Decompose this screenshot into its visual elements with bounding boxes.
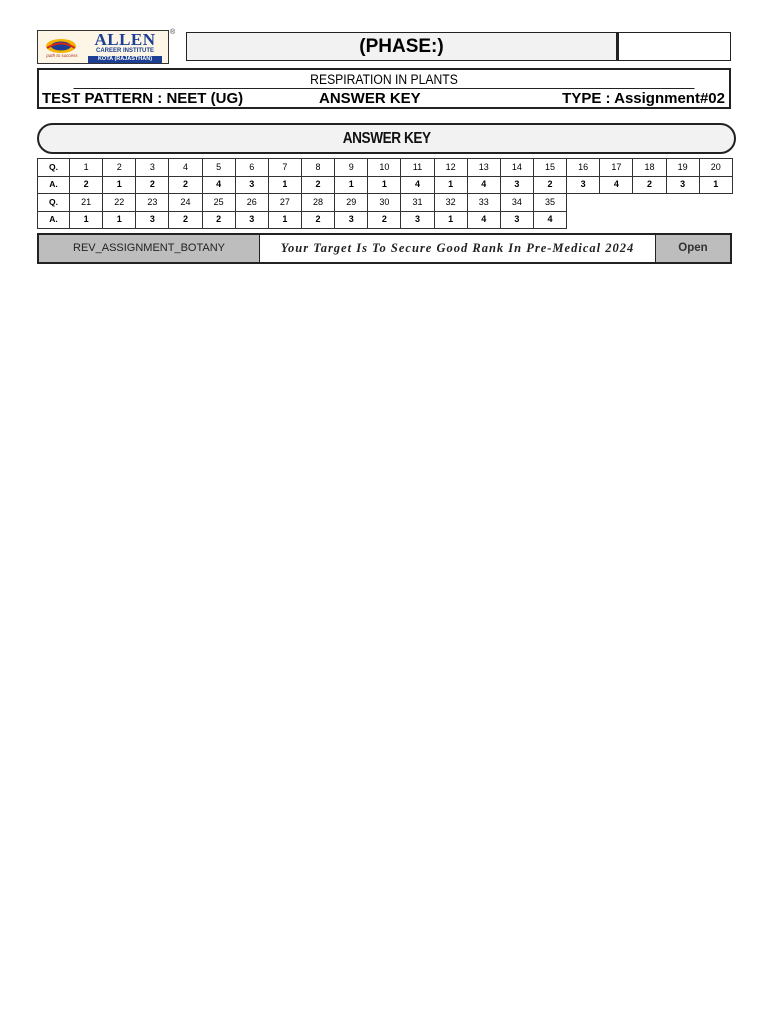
- question-number-cell: 29: [335, 194, 368, 212]
- question-number-cell: 8: [301, 159, 334, 177]
- question-number-cell: 4: [169, 159, 202, 177]
- answer-option-cell: 4: [401, 176, 434, 194]
- answer-option-cell: 1: [103, 176, 136, 194]
- logo-tagline: path to success: [46, 53, 78, 58]
- answer-option-cell: 1: [368, 176, 401, 194]
- answer-key-table: [37, 158, 733, 229]
- answer-option-cell: 3: [666, 176, 699, 194]
- question-number-cell: 32: [434, 194, 467, 212]
- question-number-cell: 5: [202, 159, 235, 177]
- answer-option-cell: 3: [335, 211, 368, 229]
- question-row-label: Q.: [38, 159, 70, 177]
- answer-option-cell: 4: [467, 176, 500, 194]
- question-number-cell: 11: [401, 159, 434, 177]
- motto-text: Your Target Is To Secure Good Rank In Pre-Medical 2024: [280, 241, 635, 255]
- answer-option-cell: 1: [434, 176, 467, 194]
- answer-option-cell: 4: [533, 211, 566, 229]
- answer-option-cell: 2: [202, 211, 235, 229]
- logo-brand: ALLEN: [94, 30, 156, 49]
- answer-row-label: A.: [38, 211, 70, 229]
- question-row: [38, 159, 733, 177]
- answer-option-cell: 3: [500, 176, 533, 194]
- question-number-cell: 34: [500, 194, 533, 212]
- footer-bar: [37, 233, 732, 264]
- answer-option-cell: 1: [268, 176, 301, 194]
- question-number-cell: 19: [666, 159, 699, 177]
- question-number-cell: 26: [235, 194, 268, 212]
- question-number-cell: 16: [567, 159, 600, 177]
- empty-cell: [600, 211, 633, 229]
- answer-option-cell: 2: [533, 176, 566, 194]
- logo-institute: CAREER INSTITUTE: [95, 48, 154, 54]
- empty-cell: [633, 211, 666, 229]
- question-number-cell: 14: [500, 159, 533, 177]
- allen-logo: [37, 30, 169, 64]
- question-number-cell: 24: [169, 194, 202, 212]
- question-number-cell: 25: [202, 194, 235, 212]
- answer-key-label: ANSWER KEY: [319, 90, 421, 107]
- question-number-cell: 35: [533, 194, 566, 212]
- assignment-type: TYPE : Assignment#02: [562, 90, 725, 107]
- answer-option-cell: 4: [600, 176, 633, 194]
- answer-option-cell: 2: [301, 176, 334, 194]
- question-number-cell: 28: [301, 194, 334, 212]
- banner-title: ANSWER KEY: [342, 130, 431, 147]
- test-pattern: TEST PATTERN : NEET (UG): [42, 90, 244, 107]
- answer-option-cell: 2: [633, 176, 666, 194]
- question-row-label: Q.: [38, 194, 70, 212]
- question-number-cell: 20: [699, 159, 732, 177]
- question-number-cell: 21: [70, 194, 103, 212]
- answer-option-cell: 1: [335, 176, 368, 194]
- question-number-cell: 13: [467, 159, 500, 177]
- empty-cell: [666, 194, 699, 212]
- answer-option-cell: 3: [401, 211, 434, 229]
- answer-option-cell: 1: [434, 211, 467, 229]
- answer-option-cell: 3: [567, 176, 600, 194]
- question-number-cell: 17: [600, 159, 633, 177]
- assignment-code: REV_ASSIGNMENT_BOTANY: [39, 235, 260, 262]
- answer-option-cell: 4: [202, 176, 235, 194]
- question-number-cell: 12: [434, 159, 467, 177]
- question-number-cell: 2: [103, 159, 136, 177]
- answer-option-cell: 2: [70, 176, 103, 194]
- info-block: [37, 68, 731, 109]
- info-row: [39, 89, 729, 109]
- answer-option-cell: 3: [500, 211, 533, 229]
- answer-option-cell: 2: [169, 211, 202, 229]
- empty-cell: [600, 194, 633, 212]
- question-number-cell: 33: [467, 194, 500, 212]
- logo-city: KOTA (RAJASTHAN): [88, 56, 162, 63]
- question-number-cell: 27: [268, 194, 301, 212]
- question-number-cell: 3: [136, 159, 169, 177]
- empty-cell: [633, 194, 666, 212]
- answer-option-cell: 1: [70, 211, 103, 229]
- answer-row-label: A.: [38, 176, 70, 194]
- empty-cell: [699, 211, 732, 229]
- question-number-cell: 6: [235, 159, 268, 177]
- phase-side-box: [617, 32, 731, 61]
- answer-option-cell: 1: [103, 211, 136, 229]
- answer-option-cell: 3: [235, 211, 268, 229]
- question-number-cell: 9: [335, 159, 368, 177]
- registered-mark: ®: [170, 29, 176, 36]
- empty-cell: [567, 194, 600, 212]
- question-number-cell: 18: [633, 159, 666, 177]
- question-row: [38, 194, 733, 212]
- question-number-cell: 30: [368, 194, 401, 212]
- question-number-cell: 22: [103, 194, 136, 212]
- phase-title: (PHASE:): [186, 32, 617, 61]
- empty-cell: [567, 211, 600, 229]
- question-number-cell: 15: [533, 159, 566, 177]
- answer-key-banner: [37, 123, 736, 154]
- answer-option-cell: 1: [699, 176, 732, 194]
- empty-cell: [666, 211, 699, 229]
- answer-option-cell: 3: [235, 176, 268, 194]
- question-number-cell: 31: [401, 194, 434, 212]
- status-label: Open: [655, 235, 730, 262]
- answer-option-cell: 3: [136, 211, 169, 229]
- answer-option-cell: 2: [169, 176, 202, 194]
- topic-title: RESPIRATION IN PLANTS: [74, 70, 695, 89]
- answer-option-cell: 2: [136, 176, 169, 194]
- answer-row: [38, 211, 733, 229]
- answer-option-cell: 2: [368, 211, 401, 229]
- question-number-cell: 23: [136, 194, 169, 212]
- answer-option-cell: 4: [467, 211, 500, 229]
- answer-option-cell: 2: [301, 211, 334, 229]
- empty-cell: [699, 194, 732, 212]
- question-number-cell: 1: [70, 159, 103, 177]
- question-number-cell: 10: [368, 159, 401, 177]
- answer-row: [38, 176, 733, 194]
- question-number-cell: 7: [268, 159, 301, 177]
- answer-option-cell: 1: [268, 211, 301, 229]
